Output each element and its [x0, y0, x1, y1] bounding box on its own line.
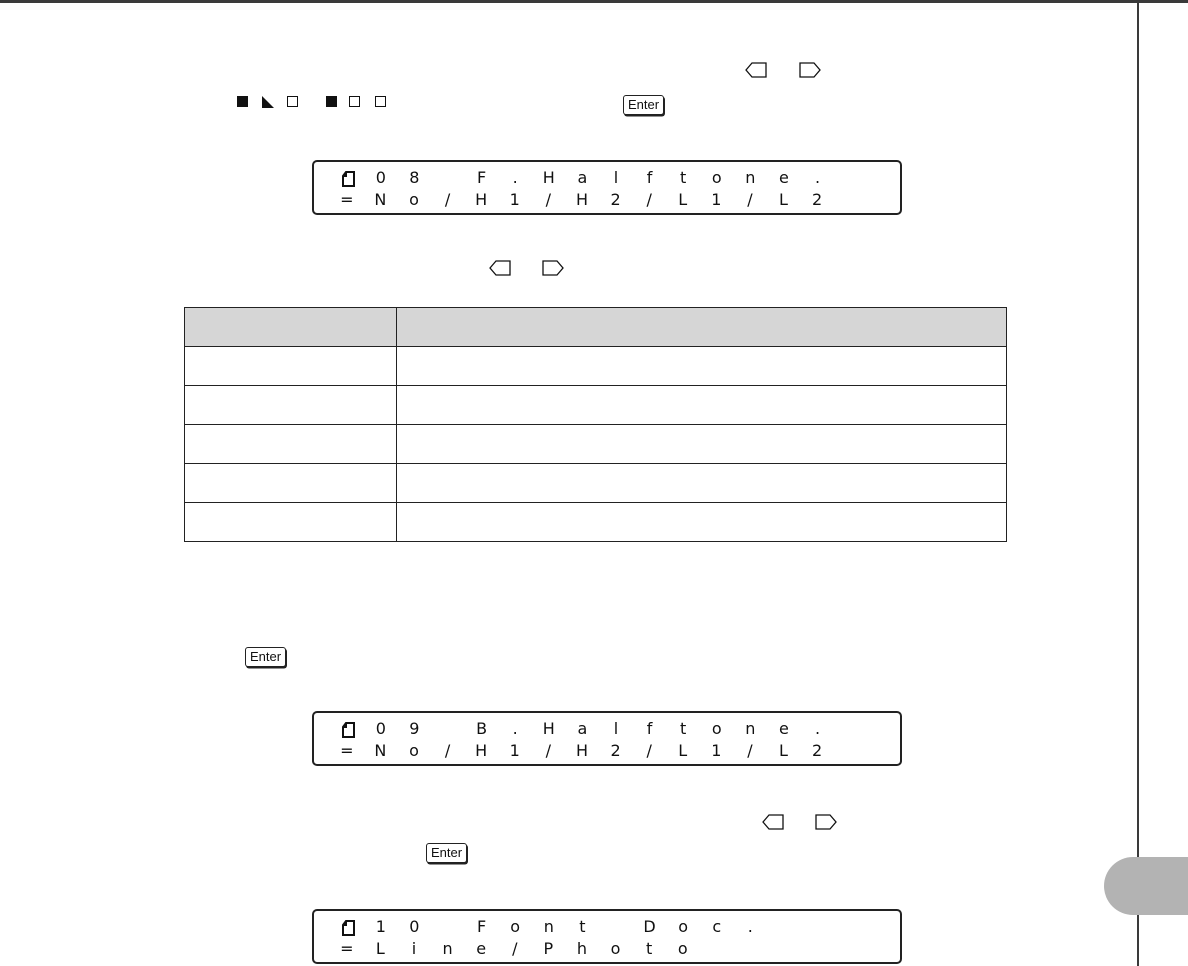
- document-icon: [342, 171, 355, 187]
- enter-key-icon: Enter: [426, 843, 467, 863]
- table-row: [185, 347, 1007, 386]
- table-row: [185, 464, 1007, 503]
- right-arrow-key-icon: [813, 812, 839, 832]
- lcd-panel-font-doc: 1 0 F o n t D o c . = L i n e / P h o t o: [312, 909, 902, 964]
- left-arrow-key-icon: [743, 60, 769, 80]
- table-cell: [185, 464, 397, 503]
- table-row: [185, 386, 1007, 425]
- right-arrow-key-icon: [540, 258, 566, 278]
- table-cell: [397, 386, 1007, 425]
- enter-key-icon: Enter: [245, 647, 286, 667]
- top-rule: [0, 0, 1188, 3]
- halftone-settings-table: [184, 307, 1007, 542]
- document-icon: [342, 722, 355, 738]
- table-cell: [397, 425, 1007, 464]
- table-cell: [397, 464, 1007, 503]
- table-header-cell: [185, 308, 397, 347]
- lcd-panel-b-halftone: 0 9 B . H a l f t o n e . = N o / H 1 / H 2 / L 1 / L 2: [312, 711, 902, 766]
- right-arrow-key-icon: [797, 60, 823, 80]
- enter-key-icon: Enter: [623, 95, 664, 115]
- table-cell: [185, 503, 397, 542]
- filled-square-icon: [326, 96, 337, 107]
- chapter-tab: [1104, 857, 1188, 915]
- table-header-row: [185, 308, 1007, 347]
- left-arrow-key-icon: [487, 258, 513, 278]
- empty-square-icon: [287, 96, 298, 107]
- right-margin-rule: [1137, 0, 1139, 966]
- table-cell: [185, 425, 397, 464]
- document-icon: [342, 920, 355, 936]
- empty-square-icon: [375, 96, 386, 107]
- table-cell: [397, 347, 1007, 386]
- empty-square-icon: [349, 96, 360, 107]
- table-header-cell: [397, 308, 1007, 347]
- filled-square-icon: [237, 96, 248, 107]
- table-cell: [397, 503, 1007, 542]
- table-row: [185, 425, 1007, 464]
- left-arrow-key-icon: [760, 812, 786, 832]
- lcd-panel-f-halftone: 0 8 F . H a l f t o n e . = N o / H 1 / H 2 / L 1 / L 2: [312, 160, 902, 215]
- table-cell: [185, 386, 397, 425]
- table-cell: [185, 347, 397, 386]
- half-tone-triangle-icon: [262, 96, 274, 108]
- table-row: [185, 503, 1007, 542]
